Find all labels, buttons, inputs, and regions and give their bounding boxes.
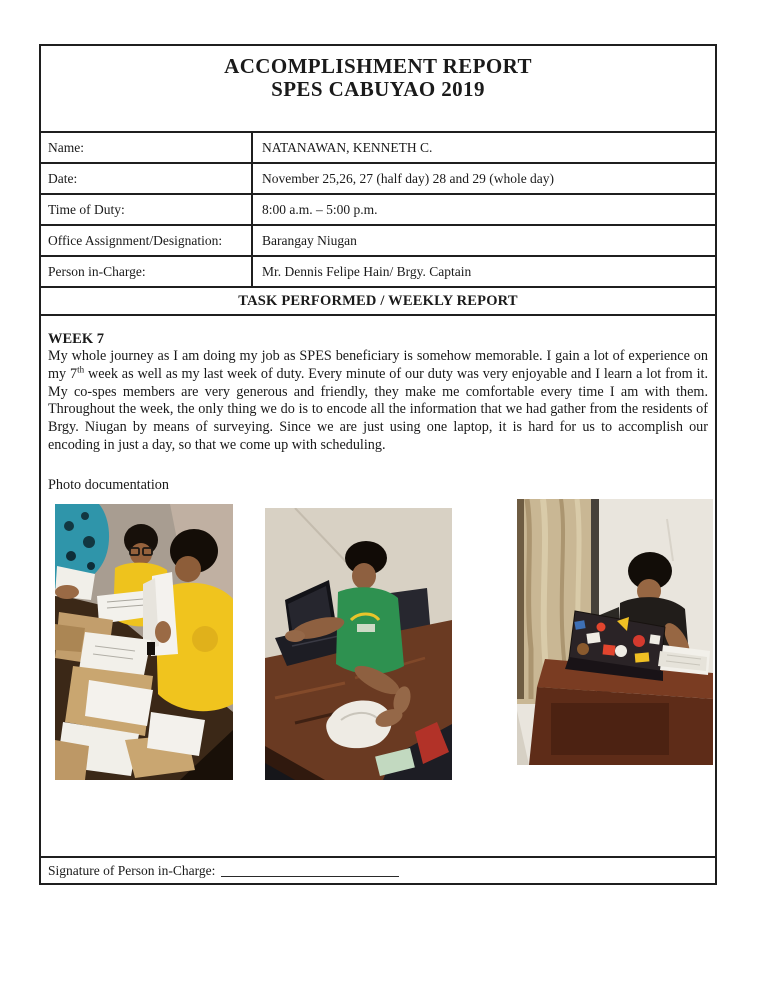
photo-1-illustration bbox=[55, 504, 233, 780]
info-row-date bbox=[41, 162, 715, 193]
person-in-charge-label: Person in-Charge: bbox=[41, 257, 253, 286]
info-row-office-assignment bbox=[41, 224, 715, 255]
info-row-name bbox=[41, 131, 715, 162]
signature-row bbox=[41, 856, 715, 883]
date-value: November 25,26, 27 (half day) 28 and 29 (whole day) bbox=[262, 170, 555, 186]
name-value: NATANAWAN, KENNETH C. bbox=[262, 139, 433, 155]
photo-documentation-caption: Photo documentation bbox=[48, 476, 169, 493]
photo-2-illustration bbox=[265, 508, 452, 780]
week-ordinal-suffix: th bbox=[77, 364, 85, 375]
office-assignment-label: Office Assignment/Designation: bbox=[41, 226, 253, 255]
photo-documentation-2 bbox=[265, 508, 452, 780]
weekly-report-body bbox=[41, 314, 715, 856]
info-row-person-in-charge bbox=[41, 255, 715, 286]
week-paragraph-part2: week as well as my last week of duty. Every minute of our duty was very enjoyable and I learn a lot from it. My co-spes members are very generous and friendly, they make me comfortable every time I am with them. Throughout the week, the only thing we do is to encode all the information that we had gather from the residents of Brgy. Niugan by means of surveying. Since we are just using one laptop, it is hard for us to accomplish our encoding in just a day, so that we come up with scheduling. bbox=[48, 365, 708, 453]
week-paragraph-part1: My whole journey as I am doing my job as SPES beneficiary is somehow memorable. I gain a lot of experience on my 7 bbox=[48, 348, 708, 382]
info-row-time-of-duty bbox=[41, 193, 715, 224]
task-performed-header: TASK PERFORMED / WEEKLY REPORT bbox=[41, 286, 715, 314]
accomplishment-report-table bbox=[39, 44, 717, 885]
photo-3-illustration bbox=[517, 499, 713, 765]
time-of-duty-value: 8:00 a.m. – 5:00 p.m. bbox=[262, 201, 378, 217]
photo-documentation-3 bbox=[517, 499, 713, 765]
photo-documentation-1 bbox=[55, 504, 233, 780]
signature-label: Signature of Person in-Charge: bbox=[48, 862, 216, 878]
date-label: Date: bbox=[41, 164, 253, 193]
person-in-charge-value: Mr. Dennis Felipe Hain/ Brgy. Captain bbox=[262, 263, 472, 279]
week-heading: WEEK 7 bbox=[48, 331, 104, 347]
signature-line bbox=[221, 865, 399, 877]
time-of-duty-label: Time of Duty: bbox=[41, 195, 253, 224]
report-title-block bbox=[41, 46, 715, 131]
name-label: Name: bbox=[41, 133, 253, 162]
report-subtitle: SPES CABUYAO 2019 bbox=[271, 77, 485, 101]
report-title: ACCOMPLISHMENT REPORT bbox=[224, 54, 532, 78]
office-assignment-value: Barangay Niugan bbox=[262, 232, 357, 248]
week-paragraph bbox=[48, 348, 708, 455]
